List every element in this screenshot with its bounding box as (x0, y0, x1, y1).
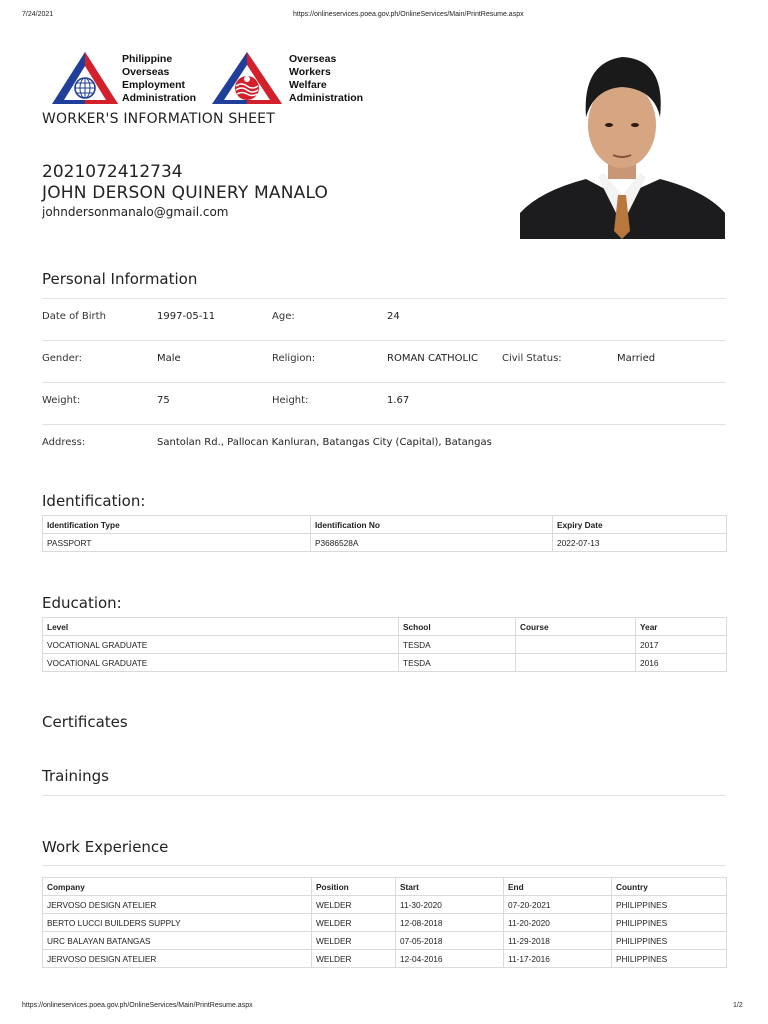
column-header: Identification Type (43, 516, 311, 534)
company-cell: BERTO LUCCI BUILDERS SUPPLY (43, 914, 312, 932)
owwa-logo-text (289, 53, 363, 105)
personal-info-heading: Personal Information (42, 270, 198, 288)
page-number: 1/2 (733, 1002, 743, 1009)
country-cell: PHILIPPINES (612, 950, 727, 968)
owwa-line-4: Administration (289, 92, 364, 104)
weight-value: 75 (157, 395, 170, 406)
divider (42, 298, 726, 299)
column-header: Identification No (311, 516, 553, 534)
owwa-line-3: Welfare (289, 79, 327, 91)
course-cell (516, 636, 636, 654)
height-value: 1.67 (387, 395, 410, 406)
table-row (43, 534, 727, 552)
school-cell: TESDA (399, 654, 516, 672)
profile-photo (520, 45, 725, 239)
column-header: Company (43, 878, 312, 896)
position-cell: WELDER (312, 932, 396, 950)
gender-value: Male (157, 353, 181, 364)
religion-value: ROMAN CATHOLIC (387, 353, 478, 364)
owwa-logo-icon (210, 50, 284, 106)
certificates-heading: Certificates (42, 713, 128, 731)
table-row (43, 654, 727, 672)
column-header: School (399, 618, 516, 636)
full-name: JOHN DERSON QUINERY MANALO (42, 183, 329, 203)
dob-label: Date of Birth (42, 311, 106, 322)
country-cell: PHILIPPINES (612, 932, 727, 950)
start-cell: 12-04-2016 (396, 950, 504, 968)
table-row (43, 896, 727, 914)
end-cell: 07-20-2021 (504, 896, 612, 914)
start-cell: 07-05-2018 (396, 932, 504, 950)
height-label: Height: (272, 395, 309, 406)
divider (42, 424, 726, 425)
company-cell: URC BALAYAN BATANGAS (43, 932, 312, 950)
table-row (43, 950, 727, 968)
column-header: Year (636, 618, 727, 636)
id-type-cell: PASSPORT (43, 534, 311, 552)
reference-number: 2021072412734 (42, 162, 183, 182)
table-row (43, 914, 727, 932)
sheet-title: WORKER'S INFORMATION SHEET (42, 111, 275, 127)
print-url: https://onlineservices.poea.gov.ph/OnlineServices/Main/PrintResume.aspx (293, 11, 524, 18)
civil-status-value: Married (617, 353, 656, 364)
portrait-icon (520, 45, 725, 239)
poea-line-4: Administration (122, 92, 197, 104)
column-header: End (504, 878, 612, 896)
trainings-heading: Trainings (42, 767, 110, 785)
company-cell: JERVOSO DESIGN ATELIER (43, 896, 312, 914)
position-cell: WELDER (312, 896, 396, 914)
position-cell: WELDER (312, 950, 396, 968)
owwa-line-1: Overseas (289, 53, 337, 65)
work-experience-heading: Work Experience (42, 838, 169, 856)
divider (42, 795, 726, 796)
table-header-row (43, 516, 727, 534)
religion-label: Religion: (272, 353, 316, 364)
end-cell: 11-17-2016 (504, 950, 612, 968)
table-header-row (43, 878, 727, 896)
start-cell: 12-08-2018 (396, 914, 504, 932)
identification-table (42, 515, 727, 552)
poea-line-2: Overseas (122, 66, 170, 78)
year-cell: 2017 (636, 636, 727, 654)
address-value: Santolan Rd., Pallocan Kanluran, Batangas City (Capital), Batangas (157, 437, 492, 448)
age-label: Age: (272, 311, 295, 322)
id-expiry-cell: 2022-07-13 (553, 534, 727, 552)
civil-status-label: Civil Status: (502, 353, 562, 364)
dob-value: 1997-05-11 (157, 311, 216, 322)
poea-logo-icon (50, 50, 120, 106)
poea-line-3: Employment (122, 79, 186, 91)
print-date: 7/24/2021 (22, 11, 54, 18)
age-value: 24 (387, 311, 400, 322)
education-heading: Education: (42, 594, 122, 612)
education-table (42, 617, 727, 672)
table-row (43, 932, 727, 950)
owwa-logo (210, 50, 284, 106)
course-cell (516, 654, 636, 672)
identification-heading: Identification: (42, 492, 146, 510)
column-header: Country (612, 878, 727, 896)
id-number-cell: P3686528A (311, 534, 553, 552)
end-cell: 11-29-2018 (504, 932, 612, 950)
column-header: Position (312, 878, 396, 896)
divider (42, 865, 726, 866)
column-header: Level (43, 618, 399, 636)
column-header: Expiry Date (553, 516, 727, 534)
divider (42, 340, 726, 341)
school-cell: TESDA (399, 636, 516, 654)
gender-label: Gender: (42, 353, 83, 364)
footer-url: https://onlineservices.poea.gov.ph/OnlineServices/Main/PrintResume.aspx (22, 1002, 253, 1009)
table-header-row (43, 618, 727, 636)
email: johndersonmanalo@gmail.com (42, 205, 229, 219)
end-cell: 11-20-2020 (504, 914, 612, 932)
divider (42, 382, 726, 383)
level-cell: VOCATIONAL GRADUATE (43, 636, 399, 654)
country-cell: PHILIPPINES (612, 914, 727, 932)
year-cell: 2016 (636, 654, 727, 672)
address-label: Address: (42, 437, 86, 448)
work-experience-table (42, 877, 727, 968)
poea-logo (50, 50, 120, 106)
poea-line-1: Philippine (122, 53, 173, 65)
company-cell: JERVOSO DESIGN ATELIER (43, 950, 312, 968)
position-cell: WELDER (312, 914, 396, 932)
column-header: Course (516, 618, 636, 636)
poea-logo-text (122, 53, 196, 105)
level-cell: VOCATIONAL GRADUATE (43, 654, 399, 672)
column-header: Start (396, 878, 504, 896)
start-cell: 11-30-2020 (396, 896, 504, 914)
country-cell: PHILIPPINES (612, 896, 727, 914)
table-row (43, 636, 727, 654)
owwa-line-2: Workers (289, 66, 331, 78)
weight-label: Weight: (42, 395, 81, 406)
